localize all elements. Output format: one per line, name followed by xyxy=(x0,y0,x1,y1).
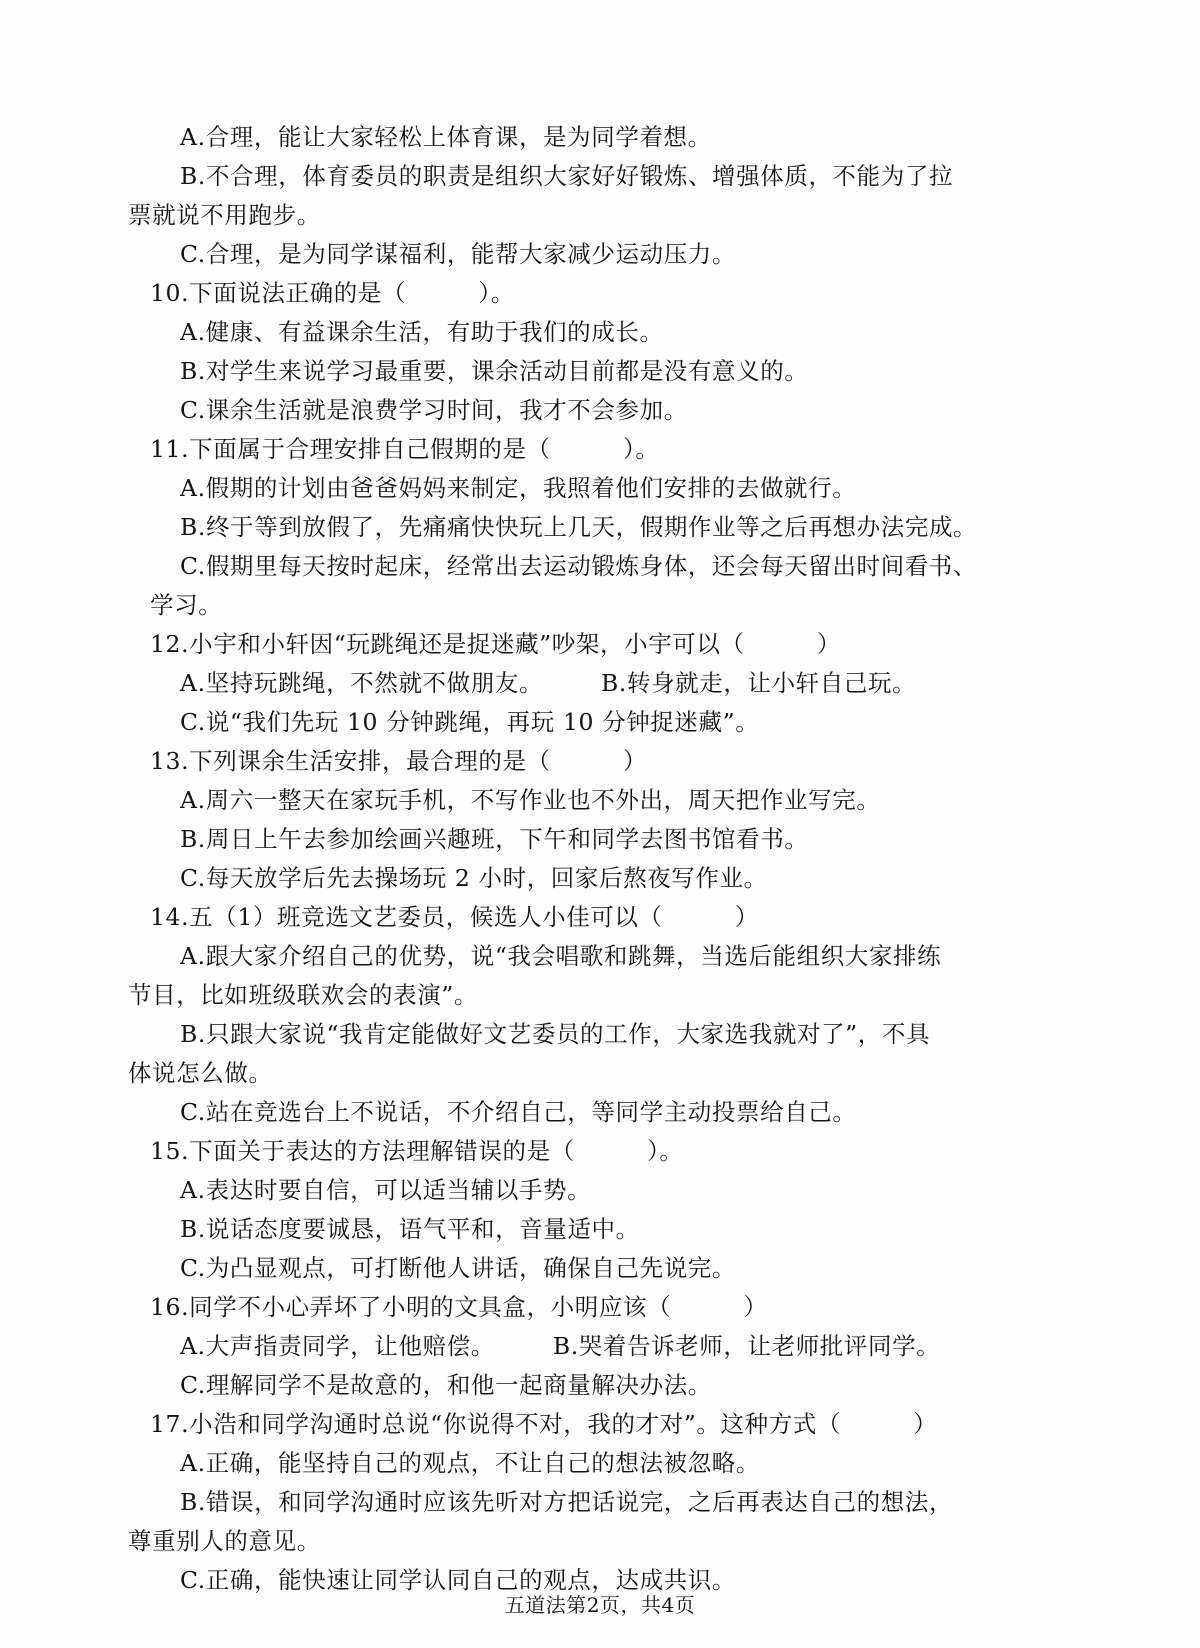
q12-option-c: C.说“我们先玩 10 分钟跳绳，再玩 10 分钟捉迷藏”。 xyxy=(180,708,760,736)
q17-option-b: B.错误，和同学沟通时应该先听对方把话说完，之后再表达自己的想法， xyxy=(180,1488,954,1516)
q13-option-a: A.周六一整天在家玩手机，不写作业也不外出，周天把作业写完。 xyxy=(180,786,881,814)
q16-option-a: A.大声指责同学，让他赔偿。 xyxy=(180,1332,495,1360)
q11-option-c: C.假期里每天按时起床，经常出去运动锻炼身体，还会每天留出时间看书、 xyxy=(180,552,978,580)
q10-option-b: B.对学生来说学习最重要，课余活动目前都是没有意义的。 xyxy=(180,357,809,385)
q15-option-c: C.为凸显观点，可打断他人讲话，确保自己先说完。 xyxy=(180,1254,737,1282)
q10-option-c: C.课余生活就是浪费学习时间，我才不会参加。 xyxy=(180,396,688,424)
q15-stem: 15.下面关于表达的方法理解错误的是（ ）。 xyxy=(150,1137,684,1165)
q13-stem: 13.下列课余生活安排，最合理的是（ ） xyxy=(150,747,648,775)
q15-option-a: A.表达时要自信，可以适当辅以手势。 xyxy=(180,1176,592,1204)
q17-option-c: C.正确，能快速让同学认同自己的观点，达成共识。 xyxy=(180,1566,737,1594)
q14-option-a-continued: 节目，比如班级联欢会的表演”。 xyxy=(128,981,479,1009)
q12-option-b: B.转身就走，让小轩自己玩。 xyxy=(601,669,917,697)
q9-option-c: C.合理，是为同学谋福利，能帮大家减少运动压力。 xyxy=(180,240,737,268)
q10-stem: 10.下面说法正确的是（ ）。 xyxy=(150,279,515,307)
q16-options-row xyxy=(128,1327,1028,1366)
q11-stem: 11.下面属于合理安排自己假期的是（ ）。 xyxy=(150,435,660,463)
q15-option-b: B.说话态度要诚恳，语气平和，音量适中。 xyxy=(180,1215,640,1243)
q16-option-c: C.理解同学不是故意的，和他一起商量解决办法。 xyxy=(180,1371,712,1399)
q17-option-a: A.正确，能坚持自己的观点，不让自己的想法被忽略。 xyxy=(180,1449,760,1477)
q14-option-b: B.只跟大家说“我肯定能做好文艺委员的工作，大家选我就对了”，不具 xyxy=(180,1020,931,1048)
q17-option-b-continued: 尊重别人的意见。 xyxy=(128,1527,321,1555)
q10-option-a: A.健康、有益课余生活，有助于我们的成长。 xyxy=(180,318,664,346)
q16-option-b: B.哭着告诉老师，让老师批评同学。 xyxy=(552,1332,941,1360)
q12-option-a: A.坚持玩跳绳，不然就不做朋友。 xyxy=(180,669,544,697)
q17-stem: 17.小浩和同学沟通时总说“你说得不对，我的才对”。这种方式（ ） xyxy=(150,1410,938,1438)
page-footer: 五道法第2页，共4页 xyxy=(504,1593,696,1617)
q13-option-b: B.周日上午去参加绘画兴趣班，下午和同学去图书馆看书。 xyxy=(180,825,809,853)
q9-option-a: A.合理，能让大家轻松上体育课，是为同学着想。 xyxy=(180,123,712,151)
question-list xyxy=(128,118,1028,1600)
q9-option-b: B.不合理，体育委员的职责是组织大家好好锻炼、增强体质，不能为了拉 xyxy=(180,162,954,190)
q12-stem: 12.小宇和小轩因“玩跳绳还是捉迷藏”吵架，小宇可以（ ） xyxy=(150,630,841,658)
q11-option-b: B.终于等到放假了，先痛痛快快玩上几天，假期作业等之后再想办法完成。 xyxy=(180,513,978,541)
q11-option-c-continued: 学习。 xyxy=(150,591,223,619)
q12-options-row xyxy=(128,664,1028,703)
q14-option-b-continued: 体说怎么做。 xyxy=(128,1059,273,1087)
q14-option-c: C.站在竞选台上不说话，不介绍自己，等同学主动投票给自己。 xyxy=(180,1098,857,1126)
q14-option-a: A.跟大家介绍自己的优势，说“我会唱歌和跳舞，当选后能组织大家排练 xyxy=(180,942,942,970)
q16-stem: 16.同学不小心弄坏了小明的文具盒，小明应该（ ） xyxy=(150,1293,768,1321)
q13-option-c: C.每天放学后先去操场玩 2 小时，回家后熬夜写作业。 xyxy=(180,864,768,892)
q11-option-a: A.假期的计划由爸爸妈妈来制定，我照着他们安排的去做就行。 xyxy=(180,474,857,502)
q14-stem: 14.五（1）班竞选文艺委员，候选人小佳可以（ ） xyxy=(150,903,760,931)
q9-option-b-continued: 票就说不用跑步。 xyxy=(128,201,321,229)
